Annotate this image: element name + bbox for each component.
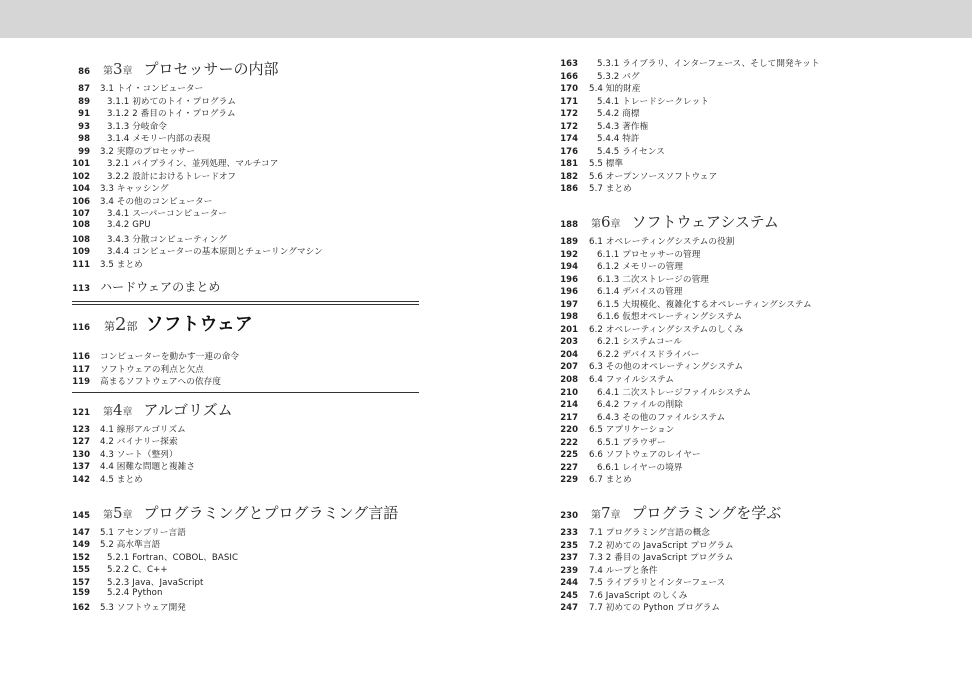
toc-entry-page: 155 — [72, 565, 90, 576]
toc-left-column — [72, 58, 419, 613]
toc-entry — [556, 273, 856, 286]
toc-entry-text: 5.3.2 バグ — [597, 71, 640, 82]
toc-entry-text: 3.1.1 初めてのトイ・プログラム — [107, 96, 237, 107]
toc-entry-page: 176 — [560, 146, 578, 157]
toc-entry — [72, 95, 419, 108]
toc-entry-page: 87 — [78, 84, 90, 94]
toc-entry-text: 6.1.4 デバイスの管理 — [597, 287, 683, 298]
chapter-5-entries — [72, 526, 419, 614]
toc-entry-page: 247 — [560, 603, 578, 614]
toc-entry — [72, 207, 419, 220]
toc-entry — [556, 310, 856, 323]
toc-entry-text: 5.2.4 Python — [107, 588, 163, 599]
toc-entry-text: 7.1 プログラミング言語の概念 — [589, 527, 710, 538]
hardware-summary-entry: 113 ハードウェアのまとめ — [72, 280, 221, 295]
toc-entry — [556, 82, 856, 95]
toc-entry-page: 203 — [560, 337, 578, 348]
toc-entry-page: 239 — [560, 565, 578, 576]
toc-entry-text: 5.4.3 著作権 — [597, 121, 649, 132]
toc-entry — [72, 435, 419, 448]
toc-entry-text: 5.3.1 ライブラリ、インターフェース、そして開発キット — [597, 59, 820, 69]
toc-entry — [556, 70, 856, 83]
toc-entry-text: 5.2 高水準言語 — [100, 540, 161, 551]
toc-entry-text: 4.3 ソート（整列） — [100, 449, 178, 460]
toc-entry-text: 6.1.3 二次ストレージの管理 — [597, 274, 709, 285]
toc-entry-text: 6.1 オペレーティングシステムの役割 — [589, 237, 735, 248]
toc-entry-page: 197 — [560, 299, 578, 310]
toc-entry — [72, 460, 419, 473]
toc-entry-text: 6.4 ファイルシステム — [589, 375, 675, 386]
toc-entry — [72, 448, 419, 461]
toc-entry — [556, 95, 856, 108]
toc-entry — [72, 363, 419, 376]
toc-entry-text: ソフトウェアの利点と欠点 — [100, 364, 204, 375]
toc-entry — [72, 233, 419, 246]
toc-entry-text: 5.4 知的財産 — [589, 84, 641, 95]
toc-entry-page: 196 — [560, 287, 578, 298]
toc-entry-page: 235 — [560, 540, 578, 551]
toc-entry-page: 194 — [560, 262, 578, 273]
toc-entry-page: 137 — [72, 462, 90, 473]
toc-entry-page: 172 — [560, 121, 578, 132]
toc-entry-page: 107 — [72, 209, 90, 220]
toc-entry-text: 3.4.4 コンピューターの基本原則とチューリングマシン — [107, 247, 323, 258]
toc-entry-page: 186 — [560, 184, 578, 195]
toc-entry — [72, 157, 419, 170]
toc-entry — [556, 360, 856, 373]
toc-entry-text: 5.1 アセンブリー言語 — [100, 527, 186, 538]
toc-entry — [72, 220, 419, 233]
toc-entry-page: 116 — [72, 352, 90, 363]
toc-entry-page: 207 — [560, 362, 578, 373]
part-2-entries — [72, 350, 419, 388]
toc-entry — [556, 386, 856, 399]
toc-entry — [556, 423, 856, 436]
toc-entry — [556, 526, 856, 539]
toc-entry-text: 6.3 その他のオペレーティングシステム — [589, 362, 744, 373]
toc-entry-page: 204 — [560, 349, 578, 360]
toc-entry-text: 6.6.1 レイヤーの境界 — [597, 462, 683, 473]
toc-entry — [556, 398, 856, 411]
toc-entry — [556, 157, 856, 170]
toc-entry — [72, 350, 419, 363]
toc-entry-page: 93 — [78, 121, 90, 132]
toc-entry-text: 3.4.3 分散コンピューティング — [107, 234, 227, 245]
toc-entry-text: 3.3 キャッシング — [100, 184, 169, 195]
toc-entry-page: 104 — [72, 184, 90, 195]
chapter-page: 86 — [78, 67, 90, 77]
toc-entry — [72, 576, 419, 589]
chapter-4-entries — [72, 423, 419, 486]
toc-entry-page: 198 — [560, 312, 578, 323]
toc-entry-page: 245 — [560, 590, 578, 601]
toc-entry — [72, 551, 419, 564]
toc-entry-page: 171 — [560, 96, 578, 107]
toc-entry-page: 149 — [72, 540, 90, 551]
chapter-7-entries — [556, 526, 856, 614]
toc-entry-text: 6.1.5 大規模化、複雑化するオペレーティングシステム — [597, 299, 812, 310]
toc-entry-text: 3.1 トイ・コンピューター — [100, 84, 204, 94]
toc-entry — [556, 448, 856, 461]
toc-entry-text: 3.4.1 スーパーコンピューター — [107, 209, 227, 220]
toc-entry — [72, 82, 419, 95]
toc-entry-page: 225 — [560, 450, 578, 461]
toc-entry — [556, 539, 856, 552]
toc-entry-page: 142 — [72, 475, 90, 486]
toc-entry — [556, 589, 856, 602]
toc-entry-page: 181 — [560, 159, 578, 170]
toc-entry — [72, 423, 419, 436]
viewer-top-bar — [0, 0, 972, 38]
toc-entry-page: 196 — [560, 274, 578, 285]
toc-entry-text: 4.2 バイナリー探索 — [100, 437, 178, 448]
toc-entry-page: 98 — [78, 134, 90, 145]
toc-entry-page: 210 — [560, 387, 578, 398]
toc-entry — [72, 601, 419, 614]
toc-entry-page: 227 — [560, 462, 578, 473]
toc-entry — [72, 107, 419, 120]
toc-entry-text: 6.1.2 メモリーの管理 — [597, 262, 684, 273]
chapter-3-entries — [72, 82, 419, 270]
chapter-label: 第3章 — [103, 60, 133, 78]
toc-entry-text: 5.4.1 トレードシークレット — [597, 96, 710, 107]
toc-entry-text: 3.5 まとめ — [100, 259, 143, 270]
toc-entry — [556, 564, 856, 577]
chapter-title: プロセッサーの内部 — [143, 60, 279, 78]
toc-entry-text: 6.2.1 システムコール — [597, 337, 683, 348]
toc-entry — [556, 323, 856, 336]
toc-entry-page: 99 — [78, 146, 90, 157]
toc-entry-page: 217 — [560, 412, 578, 423]
chapter-6-entries — [556, 235, 856, 486]
toc-entry-page: 130 — [72, 449, 90, 460]
toc-entry-page: 111 — [72, 259, 90, 270]
toc-entry — [72, 526, 419, 539]
toc-entry-page: 222 — [560, 437, 578, 448]
part-divider-bottom — [72, 392, 419, 393]
toc-entry-text: 6.6 ソフトウェアのレイヤー — [589, 450, 701, 461]
toc-entry-text: 7.6 JavaScript のしくみ — [589, 590, 688, 601]
toc-entry — [556, 248, 856, 261]
toc-entry-text: 5.4.4 特許 — [597, 134, 640, 145]
toc-entry-page: 108 — [72, 220, 90, 231]
toc-entry — [72, 120, 419, 133]
toc-entry-page: 201 — [560, 324, 578, 335]
toc-entry-text: 4.4 困難な問題と複雑さ — [100, 462, 196, 473]
toc-entry-text: 6.2 オペレーティングシステムのしくみ — [589, 324, 744, 335]
toc-entry — [72, 563, 419, 576]
toc-entry-text: 高まるソフトウェアへの依存度 — [100, 377, 222, 388]
toc-entry-page: 101 — [72, 159, 90, 170]
toc-entry-text: 7.4 ループと条件 — [589, 565, 658, 576]
chapter-7-heading: 230 第7章 プログラミングを学ぶ — [560, 503, 782, 522]
toc-entry — [556, 298, 856, 311]
toc-entry-text: 5.2.2 C、C++ — [107, 565, 168, 576]
toc-entry-page: 214 — [560, 400, 578, 411]
toc-entry-page: 157 — [72, 577, 90, 588]
toc-entry — [556, 107, 856, 120]
toc-entry — [72, 132, 419, 145]
toc-entry — [556, 260, 856, 273]
toc-entry-page: 237 — [560, 553, 578, 564]
toc-entry-page: 119 — [72, 377, 90, 388]
toc-entry-text: 5.3 ソフトウェア開発 — [100, 602, 187, 613]
toc-entry-text: 6.7 まとめ — [589, 475, 632, 486]
toc-entry — [72, 182, 419, 195]
toc-entry — [556, 576, 856, 589]
toc-entry — [556, 436, 856, 449]
toc-entry-page: 208 — [560, 375, 578, 386]
toc-entry-page: 192 — [560, 249, 578, 260]
toc-entry — [556, 473, 856, 486]
toc-entry — [72, 245, 419, 258]
toc-entry — [556, 182, 856, 195]
toc-entry-text: 5.6 オープンソースソフトウェア — [589, 171, 718, 182]
toc-entry-text: 7.5 ライブラリとインターフェース — [589, 578, 726, 589]
toc-entry — [556, 551, 856, 564]
toc-entry — [556, 235, 856, 248]
toc-entry-page: 106 — [72, 196, 90, 207]
toc-entry — [72, 473, 419, 486]
toc-entry-page: 152 — [72, 552, 90, 563]
toc-entry-text: 4.1 線形アルゴリズム — [100, 424, 186, 435]
toc-entry-text: 6.4.1 二次ストレージファイルシステム — [597, 387, 752, 398]
toc-entry-page: 170 — [560, 84, 578, 95]
part-label: 第2部 — [104, 314, 138, 336]
toc-entry-text: 3.1.2 2 番目のトイ・プログラム — [107, 109, 236, 120]
toc-entry-text: 3.4.2 GPU — [107, 220, 151, 231]
toc-entry — [72, 538, 419, 551]
toc-entry — [556, 411, 856, 424]
chapter-4-heading: 121 第4章 アルゴリズム — [72, 400, 233, 419]
toc-entry — [556, 132, 856, 145]
chapter-3-heading — [72, 58, 419, 82]
toc-entry-page: 159 — [72, 588, 90, 599]
toc-entry-text: 5.2.1 Fortran、COBOL、BASIC — [107, 552, 239, 563]
toc-entry-page: 220 — [560, 425, 578, 436]
toc-entry-text: 5.7 まとめ — [589, 184, 632, 195]
toc-entry — [556, 170, 856, 183]
toc-entry — [556, 285, 856, 298]
toc-entry — [72, 375, 419, 388]
toc-entry — [556, 335, 856, 348]
toc-entry-text: 7.3 2 番目の JavaScript プログラム — [589, 553, 734, 564]
toc-entry-page: 229 — [560, 475, 578, 486]
toc-entry — [556, 461, 856, 474]
toc-entry-page: 108 — [72, 234, 90, 245]
toc-entry-text: 7.7 初めての Python プログラム — [589, 603, 721, 614]
toc-entry-page: 162 — [72, 602, 90, 613]
part-2-heading — [72, 310, 419, 340]
toc-entry-page: 189 — [560, 237, 578, 248]
part-title: ソフトウェア — [145, 314, 253, 336]
toc-entry-text: 5.5 標準 — [589, 159, 624, 170]
toc-entry-page: 109 — [72, 247, 90, 258]
toc-entry-page: 244 — [560, 578, 578, 589]
chapter-6-heading: 188 第6章 ソフトウェアシステム — [560, 213, 779, 232]
toc-entry-page: 91 — [78, 109, 90, 120]
chapter-5-heading: 145 第5章 プログラミングとプログラミング言語 — [72, 503, 399, 522]
toc-entry — [556, 373, 856, 386]
toc-entry-text: 4.5 まとめ — [100, 475, 143, 486]
part-divider-top — [72, 301, 419, 305]
toc-entry-text: 3.2 実際のプロセッサー — [100, 146, 196, 157]
toc-entry — [556, 601, 856, 614]
toc-entry-text: 6.4.3 その他のファイルシステム — [597, 412, 726, 423]
toc-entry-text: 3.2.1 パイプライン、並列処理、マルチコア — [107, 159, 279, 170]
toc-entry — [556, 348, 856, 361]
toc-entry — [72, 145, 419, 158]
toc-entry-text: 6.2.2 デバイスドライバー — [597, 349, 700, 360]
toc-entry-page: 172 — [560, 109, 578, 120]
toc-entry-text: 3.4 その他のコンピューター — [100, 196, 213, 207]
toc-entry — [72, 170, 419, 183]
toc-entry-text: 6.5.1 ブラウザー — [597, 437, 666, 448]
toc-entry — [556, 57, 856, 70]
toc-entry-page: 163 — [560, 59, 578, 69]
toc-entry-text: 6.4.2 ファイルの削除 — [597, 400, 683, 411]
toc-entry-page: 233 — [560, 527, 578, 538]
toc-entry-text: コンピューターを動かす一連の命令 — [100, 352, 240, 363]
toc-entry-page: 89 — [78, 96, 90, 107]
toc-entry-page: 102 — [72, 171, 90, 182]
toc-entry-text: 5.2.3 Java、JavaScript — [107, 577, 204, 588]
toc-entry-text: 5.4.5 ライセンス — [597, 146, 665, 157]
toc-entry-text: 6.1.1 プロセッサーの管理 — [597, 249, 701, 260]
toc-right-column — [556, 57, 856, 614]
toc-entry-page: 166 — [560, 71, 578, 82]
chapter-5-continued-entries — [556, 57, 856, 195]
toc-entry-text: 3.1.4 メモリー内部の表現 — [107, 134, 211, 145]
toc-entry — [72, 258, 419, 271]
toc-entry-text: 5.4.2 商標 — [597, 109, 640, 120]
toc-entry-page: 147 — [72, 527, 90, 538]
toc-entry — [72, 195, 419, 208]
toc-entry-text: 6.1.6 仮想オペレーティングシステム — [597, 312, 743, 323]
toc-entry — [556, 120, 856, 133]
toc-entry-text: 3.1.3 分岐命令 — [107, 121, 167, 132]
part-page: 116 — [72, 323, 90, 334]
toc-entry-page: 117 — [72, 364, 90, 375]
toc-entry — [556, 145, 856, 158]
toc-entry-text: 6.5 アプリケーション — [589, 425, 675, 436]
toc-entry — [72, 588, 419, 601]
toc-entry-page: 127 — [72, 437, 90, 448]
toc-entry-page: 174 — [560, 134, 578, 145]
toc-entry-text: 3.2.2 設計におけるトレードオフ — [107, 171, 237, 182]
toc-entry-page: 182 — [560, 171, 578, 182]
toc-entry-text: 7.2 初めての JavaScript プログラム — [589, 540, 734, 551]
toc-entry-page: 123 — [72, 424, 90, 435]
